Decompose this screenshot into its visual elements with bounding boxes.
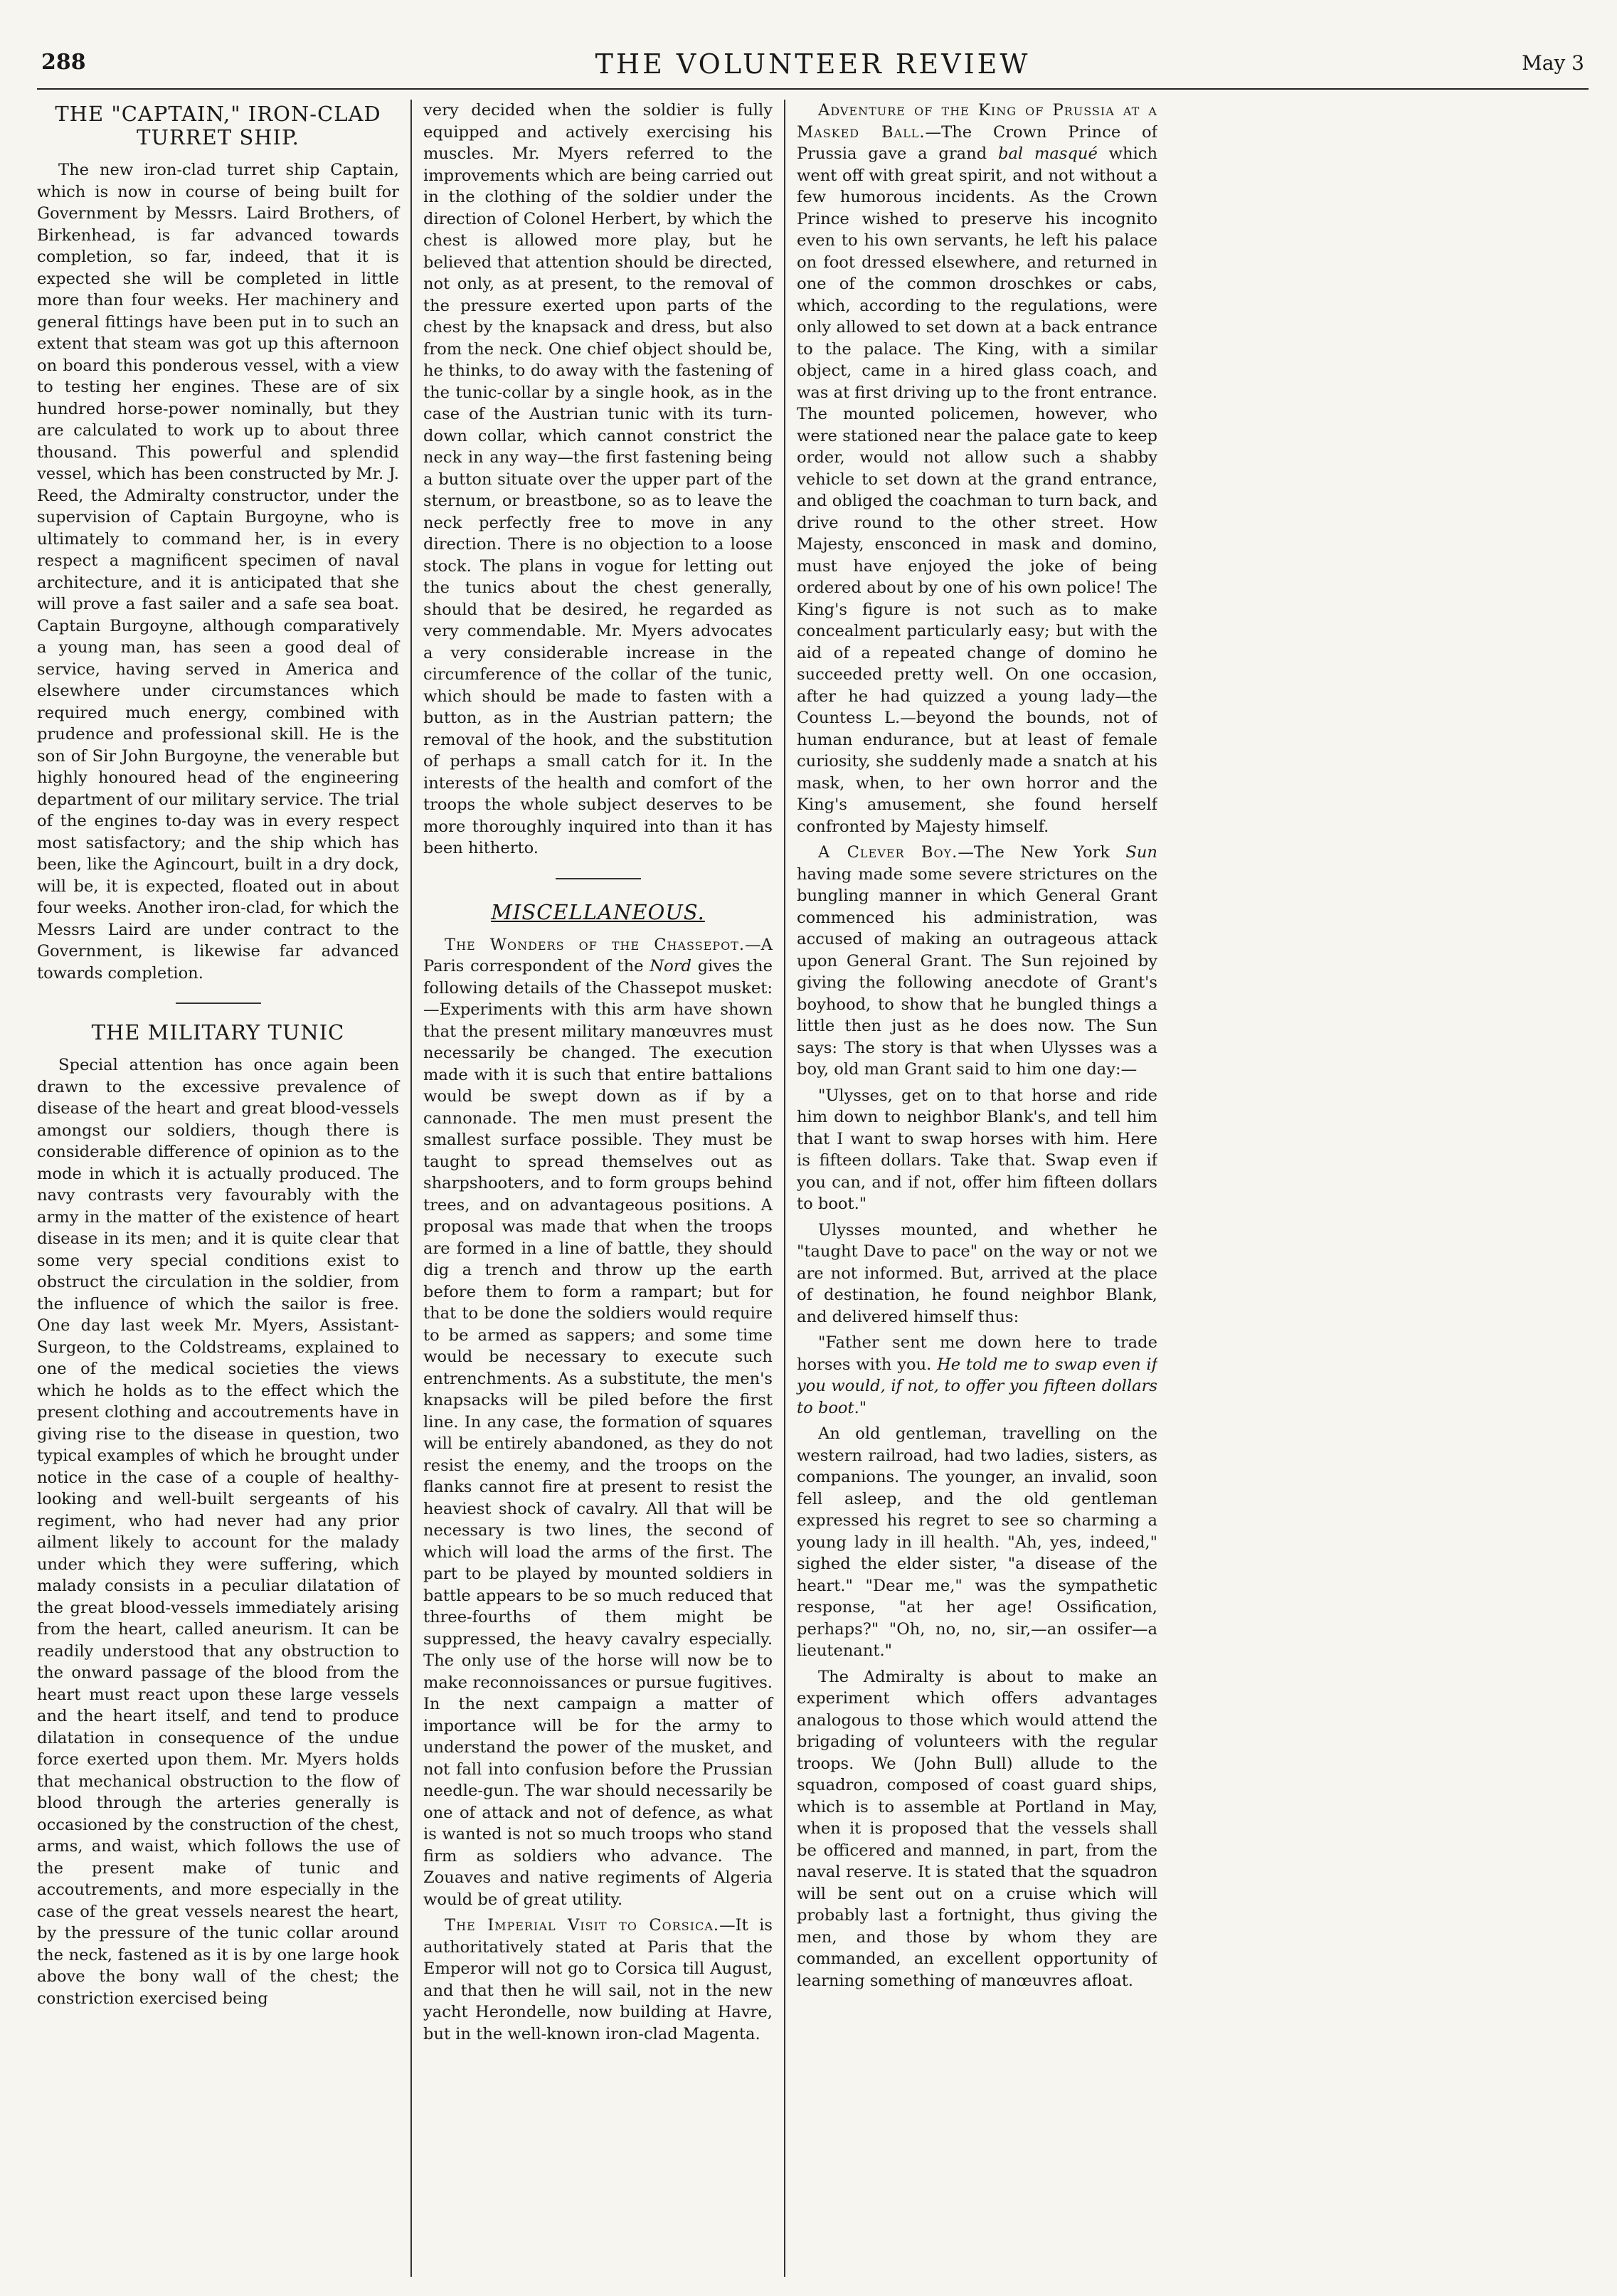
column-2: [410, 100, 784, 2277]
section-divider: [176, 1002, 261, 1004]
item-chassepot: The Wonders of the Chassepot.—A Paris correspondent of the Nord gives the following details of the Chassepot musket:—Experiments with this arm have shown that the present military manœuvres must necessarily be changed. The execution made with it is such that entire battalions would be swept down as if by a cannonade. The men must present the smallest surface possible. They must be taught to spread themselves out as sharpshooters, and to form groups behind trees, and on advantageous positions. A proposal was made that when the troops are formed in a line of battle, they should dig a trench and throw up the earth before them to form a rampart; but for that to be done the soldiers would require to be armed as sappers; and some time would be necessary to execute such entrenchments. As a substitute, the men's knapsacks will be piled before the first line. In any case, the formation of squares will be entirely abandoned, as they do not resist the enemy, and the troops on the flanks cannot fire at present to resist the heaviest shock of cavalry. All that will be necessary is two lines, the second of which will load the arms of the first. The part to be played by mounted soldiers in battle appears to be so much reduced that three-fourths of them might be suppressed, the heavy cavalry especially. The only use of the horse will now be to make reconnoissances or pursue fugitives. In the next campaign a matter of importance will be for the army to understand the power of the musket, and not fall into confusion before the Prussian needle-gun. The war should necessarily be one of attack and not of defence, as what is wanted is not so much troops who stand firm as soldiers who advance. The Zouaves and native regiments of Algeria would be of great utility.: [423, 935, 773, 1909]
item-lead: The Wonders of the Chassepot.: [445, 935, 746, 954]
item-lead: The Imperial Visit to Corsica.: [445, 1916, 720, 1935]
column-3: [784, 100, 1157, 2277]
item-king-of-prussia: Adventure of the King of Prussia at a Masked Ball.—The Crown Prince of Prussia gave a grand bal masqué which went off with great spirit, and not without a few humorous incidents. As the Crown Prince wished to preserve his incognito even to his own servants, he left his palace on foot dressed elsewhere, and returned in one of the common droschkes or cabs, which, according to the regulations, were only allowed to set down at a back entrance to the palace. The King, with a similar object, came in a hired glass coach, and was at first driving up to the front entrance. The mounted policemen, however, who were stationed near the palace gate to keep order, would not allow such a shabby vehicle to set down at the grand entrance, and obliged the coachman to turn back, and drive round to the other street. How Majesty, ensconced in mask and domino, must have enjoyed the joke of being ordered about by one of his own police! The King's figure is not such as to make concealment particularly easy; but with the aid of a repeated change of domino he succeeded pretty well. On one occasion, after he had quizzed a young lady—the Countess L.—beyond the bounds, not of human endurance, but at least of female curiosity, she suddenly made a snatch at his mask, when, to her own horror and the King's amusement, she found herself confronted by Majesty himself.: [797, 101, 1157, 836]
section-title-miscellaneous: MISCELLANEOUS.: [491, 899, 705, 924]
section-divider: [556, 878, 641, 879]
item-clever-boy-narration: Ulysses mounted, and whether he "taught Dave to pace" on the way or not we are not informed. But, arrived at the place of destination, he found neighbor Blank, and delivered himself thus:: [797, 1220, 1157, 1326]
item-admiralty-squadron: The Admiralty is about to make an experiment which offers advantages analogous to those which would attend the brigading of volunteers with the regular troops. We (John Bull) allude to the squadron, composed of coast guard ships, which is to assemble at Portland in May, when it is proposed that the vessels shall be officered and manned, in part, from the naval reserve. It is stated that the squadron will be sent out on a cruise which will probably last a fortnight, thus giving the men, and those by whom they are commanded, an excellent opportunity of learning something of manœuvres afloat.: [797, 1667, 1157, 1990]
page-header: [37, 44, 1589, 90]
article-body-captain: The new iron-clad turret ship Captain, which is now in course of being built for Government by Messrs. Laird Brothers, of Birkenhead, is far advanced towards completion, so far, indeed, that it is expected she will be completed in little more than four weeks. Her machinery and general fittings have been put in to such an extent that steam was got up this afternoon on board this ponderous vessel, with a view to testing her engines. These are of six hundred horse-power nominally, but they are calculated to work up to about three thousand. This powerful and splendid vessel, which has been constructed by Mr. J. Reed, the Admiralty constructor, under the supervision of Captain Burgoyne, who is ultimately to command her, is in every respect a magnificent specimen of naval architecture, and it is anticipated that she will prove a fast sailer and a safe sea boat. Captain Burgoyne, although comparatively a young man, has seen a good deal of service, having served in America and elsewhere under circumstances which required much energy, combined with prudence and professional skill. He is the son of Sir John Burgoyne, the venerable but highly honoured head of the engineering department of our military service. The trial of the engines to-day was in every respect most satisfactory; and the ship which has been, like the Agincourt, built in a dry dock, will be, it is expected, floated out in about four weeks. Another iron-clad, for which the Messrs Laird are under contract to the Government, is likewise far advanced towards completion.: [37, 161, 399, 983]
item-lead: A Clever Boy.: [818, 843, 958, 862]
item-lead: Adventure of the King of Prussia at a Masked Ball.: [797, 101, 1157, 142]
article-body-tunic-continued: very decided when the soldier is fully equipped and actively exercising his muscles. Mr. Myers referred to the improvements which are being carried out in the clothing of the soldier under the direction of Colonel Herbert, by which the chest is allowed more play, but he believed that attention should be directed, not only, as at present, to the removal of the pressure exerted upon parts of the chest by the knapsack and dress, but also from the neck. One chief object should be, he thinks, to do away with the fastening of the tunic-collar by a single hook, as in the case of the Austrian tunic with its turn-down collar, which cannot constrict the neck in any way—the first fastening being a button situate over the upper part of the sternum, or breastbone, so as to leave the neck perfectly free to move in any direction. There is no objection to a loose stock. The plans in vogue for letting out the tunics about the chest generally, should that be desired, he regarded as very commendable. Mr. Myers advocates a very considerable increase in the circumference of the collar of the tunic, which should be made to fasten with a button, as in the Austrian pattern; the removal of the hook, and the substitution of perhaps a small catch for it. In the interests of the health and comfort of the troops the whole subject deserves to be more thoroughly inquired into than it has been hitherto.: [423, 101, 773, 857]
item-clever-boy-quote: "Ulysses, get on to that horse and ride him down to neighbor Blank's, and tell him that I want to swap horses with him. Here is fifteen dollars. Take that. Swap even if you can, and if not, offer him fifteen dollars to boot.": [797, 1086, 1157, 1213]
item-clever-boy: A Clever Boy.—The New York Sun having made some severe strictures on the bungling manner in which General Grant commenced his administration, was accused of making an outrageous attack upon General Grant. The Sun rejoined by giving the following anecdote of Grant's boyhood, to show that he bungled things a little then just as he does now. The Sun says: The story is that when Ulysses was a boy, old man Grant said to him one day:—: [797, 843, 1157, 1079]
columns: [37, 100, 1589, 2277]
article-body-tunic: Special attention has once again been drawn to the excessive prevalence of disease of the heart and great blood-vessels amongst our soldiers, though there is considerable difference of opinion as to the mode in which it is actually produced. The navy contrasts very favourably with the army in the matter of the existence of heart disease in its men; and it is quite clear that some very special conditions exist to obstruct the circulation in the soldier, from the influence of which the sailor is free. One day last week Mr. Myers, Assistant-Surgeon, to the Coldstreams, explained to one of the medical societies the views which he holds as to the effect which the present clothing and accoutrements have in giving rise to the disease in question, two typical examples of which he brought under notice in the case of a couple of healthy-looking and well-built sergeants of his regiment, who had never had any prior ailment likely to account for the malady under which they were suffering, which malady consists in a peculiar dilatation of the great blood-vessels immediately arising from the heart, called aneurism. It can be readily understood that any obstruction to the onward passage of the blood from the heart must react upon these large vessels and the heart itself, and tend to produce dilatation in consequence of the undue force exerted upon them. Mr. Myers holds that mechanical obstruction to the flow of blood through the arteries generally is occasioned by the construction of the chest, arms, and waist, which follows the use of the present make of tunic and accoutrements, and more especially in the case of the great vessels nearest the heart, by the pressure of the tunic collar around the neck, fastened as it is by one large hook above the bony wall of the chest; the constriction exercised being: [37, 1056, 399, 2008]
column-1: [37, 100, 410, 2277]
article-title-captain: THE "CAPTAIN," IRON-CLAD TURRET SHIP.: [55, 102, 381, 149]
page-number: 288: [41, 50, 86, 75]
item-corsica: The Imperial Visit to Corsica.—It is authoritatively stated at Paris that the Emperor will not go to Corsica till August, and that then he will sail, not in the new yacht Herondelle, now building at Havre, but in the well-known iron-clad Magenta.: [423, 1916, 773, 2043]
item-clever-boy-reply: "Father sent me down here to trade horses with you. He told me to swap even if you would, if not, to offer you fifteen dollars to boot.": [797, 1333, 1157, 1417]
article-title-tunic: THE MILITARY TUNIC: [91, 1020, 345, 1044]
issue-date: May 3: [1522, 51, 1584, 75]
item-ossifer-anecdote: An old gentleman, travelling on the western railroad, had two ladies, sisters, as companions. The younger, an invalid, soon fell asleep, and the old gentleman expressed his regret to see so charming a young lady in ill health. "Ah, yes, indeed," sighed the elder sister, "a disease of the heart." "Dear me," was the sympathetic response, "at her age! Ossification, perhaps?" "Oh, no, no, sir,—an ossifer—a lieutenant.": [797, 1424, 1157, 1660]
running-title: THE VOLUNTEER REVIEW: [595, 48, 1031, 80]
